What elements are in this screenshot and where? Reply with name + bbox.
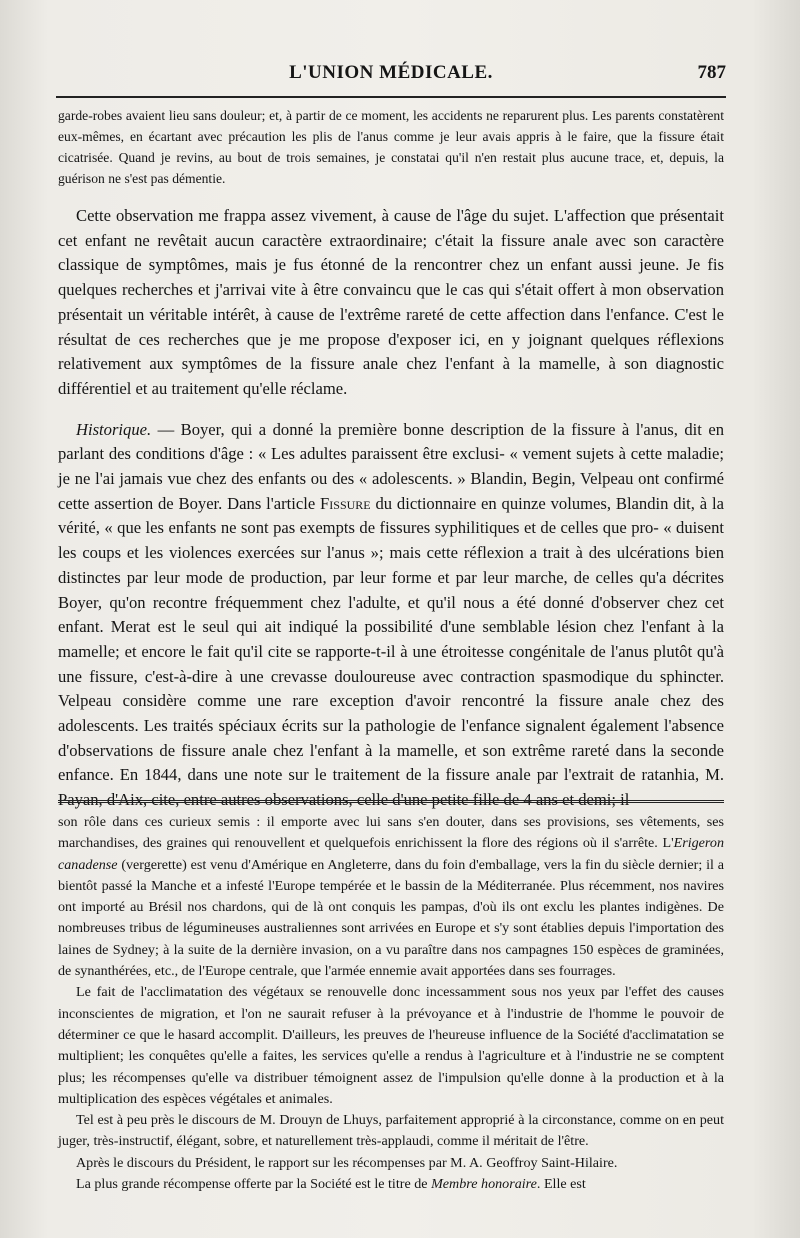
honorary-title: Membre honoraire [431, 1176, 537, 1193]
feuilleton-paragraph-rapport: Après le discours du Président, le rapport sur les récompenses par M. A. Geoffroy Saint-Hilaire. [76, 1154, 618, 1171]
main-article [58, 105, 724, 813]
recompense-text-part1: La plus grande récompense offerte par la Société est le titre de [76, 1176, 432, 1193]
feuilleton-paragraph-discours: Tel est à peu près le discours de M. Drouyn de Lhuys, parfaitement approprié à la circonstance, comme on en peut juger, très-instructif, élégant, sobre, et naturellement très-applaudi, comme il méritait de l'être. [58, 1112, 724, 1150]
article-paragraph-continuation: garde-robes avaient lieu sans douleur; et, à partir de ce moment, les accidents ne reparurent plus. Les parents constatèrent eux-mêmes, en écartant avec précaution les plis de l'anus comme je leur avais appris à le faire, que la fissure était cicatrisée. Quand je revins, au bout de trois semaines, je constatai qu'il n'en restait plus aucune trace, et, depuis, la guérison ne s'est pas démentie. [58, 108, 724, 186]
historique-text-part2: du dictionnaire en quinze volumes, Blandin dit, à la vérité, « que les enfants ne sont pas exempts de fissures syphilitiques et de celles que pro- « duisent les coups et les violences exercées sur l'anus »; mais cette réflexion a trait à des ulcérations bien distinctes par leur mode de production, par leur forme et par leur marche, de celles qu'a décrites Boyer, qu'on recontre fréquemment chez l'adulte, et qu'il nous a été donné d'observer chez cet enfant. Merat est le seul qui ait indiqué la possibilité d'une semblable lésion chez l'enfant à la mamelle; et encore le fait qu'il cite se rapporte-t-il à une étroitesse congénitale de l'anus plutôt qu'à une fissure, c'est-à-dire à une crevasse douloureuse avec contraction spasmodique du sphincter. Velpeau considère comme une rare exception d'avoir rencontré la fissure anale chez des adolescents. Les traités spéciaux écrits sur la pathologie de l'enfance signalent également l'absence d'observations de fissure anale chez l'enfant à la mamelle, et son extrême rareté dans la seconde enfance. En 1844, dans une note sur le traitement de la fissure anale par l'extrait de ratanhia, M. Payan, d'Aix, cite, entre autres observations, celle d'une petite fille de 4 ans et demi; il [58, 493, 724, 810]
feuilleton-section [58, 812, 724, 1195]
page-header [56, 62, 726, 92]
header-rule [56, 96, 726, 98]
feuilleton-paragraph-seeds [58, 812, 724, 982]
article-paragraph-observation: Cette observation me frappa assez vivement, à cause de l'âge du sujet. L'affection que présentait cet enfant ne revêtait aucun caractère extraordinaire; c'était la fissure anale avec son caractère classique de symptômes, mais je fus étonné de la rencontrer chez un enfant aussi jeune. Je fis quelques recherches et j'arrivai vite à être convaincu que le cas qui s'était offert à mon observation présentait un véritable intérêt, à cause de l'extrême rareté de cette affection dans l'enfance. C'est le résultat de ces recherches que je me propose d'exposer ici, en y joignant quelques réflexions relativement aux symptômes de la fissure anale chez l'enfant à la mamelle, à son diagnostic différentiel et au traitement qu'elle réclame. [58, 206, 724, 398]
feuilleton-paragraph-recompense [58, 1174, 724, 1195]
historique-text-part1: — Boyer, qui a donné la première bonne description de la fissure à l'anus, dit en parlant des conditions d'âge : « Les adultes paraissent être exclusi- « vement sujets à cette maladie; je ne l'ai jamais vue chez des enfants ou des « adolescents. » Blandin, Begin, Velpeau ont confirmé cette assertion de Boyer. Dans l'article [58, 419, 724, 513]
feuilleton-paragraph-acclimatation: Le fait de l'acclimatation des végétaux se renouvelle donc incessamment sous nos yeux par l'effet des causes inconscientes de migration, et l'on ne saurait refuser à la prévoyance et à l'industrie de l'homme le pouvoir de déterminer ce que le hasard accomplit. D'ailleurs, les preuves de l'heureuse influence de la Société d'acclimatation se multiplient; les conquêtes qu'elle a faites, les services qu'elle a rendus à l'agriculture et à l'industrie ne se comptent plus; les récompenses qu'elle va distribuer témoignent assez de l'impulsion qu'elle donne à la production et à la multiplication des espèces végétales et animales. [58, 984, 724, 1107]
recompense-text-part2: . Elle est [536, 1176, 586, 1193]
dictionary-entry-fissure: Fissure [320, 493, 371, 513]
seeds-text-part1: son rôle dans ces curieux semis : il emporte avec lui sans s'en douter, dans ses provisions, ses vêtements, ses marchandises, des graines qui renouvellent et quelquefois enrichissent la flore des régions où il s'arrête. L' [58, 814, 724, 852]
feuilleton-divider [58, 800, 724, 806]
article-paragraph-historique [58, 418, 724, 813]
section-heading-historique: Historique. [76, 419, 152, 439]
page-number: 787 [697, 62, 726, 83]
seeds-text-part2: (vergerette) est venu d'Amérique en Angleterre, dans du foin d'emballage, vers la fin du siècle dernier; il a bientôt passé la Manche et a infesté l'Europe tempérée et le bassin de la Méditerranée. Plus récemment, nos navires ont importé au Brésil nos chardons, qui de là ont conquis les pampas, d'où ils ont exclu les plantes indigènes. De nombreuses tribus de légumineuses australiennes sont arrivées en Europe et s'y sont établies depuis l'importation des laines de Sydney; à la suite de la dernière invasion, on a vu paraître dans nos campagnes 150 espèces de graminées, de synanthérées, etc., de l'Europe centrale, que l'armée ennemie avait apportées dans ses fourrages. [58, 856, 724, 980]
running-title: L'UNION MÉDICALE. [289, 62, 493, 83]
species-name: Erigeron canadense [58, 835, 724, 873]
